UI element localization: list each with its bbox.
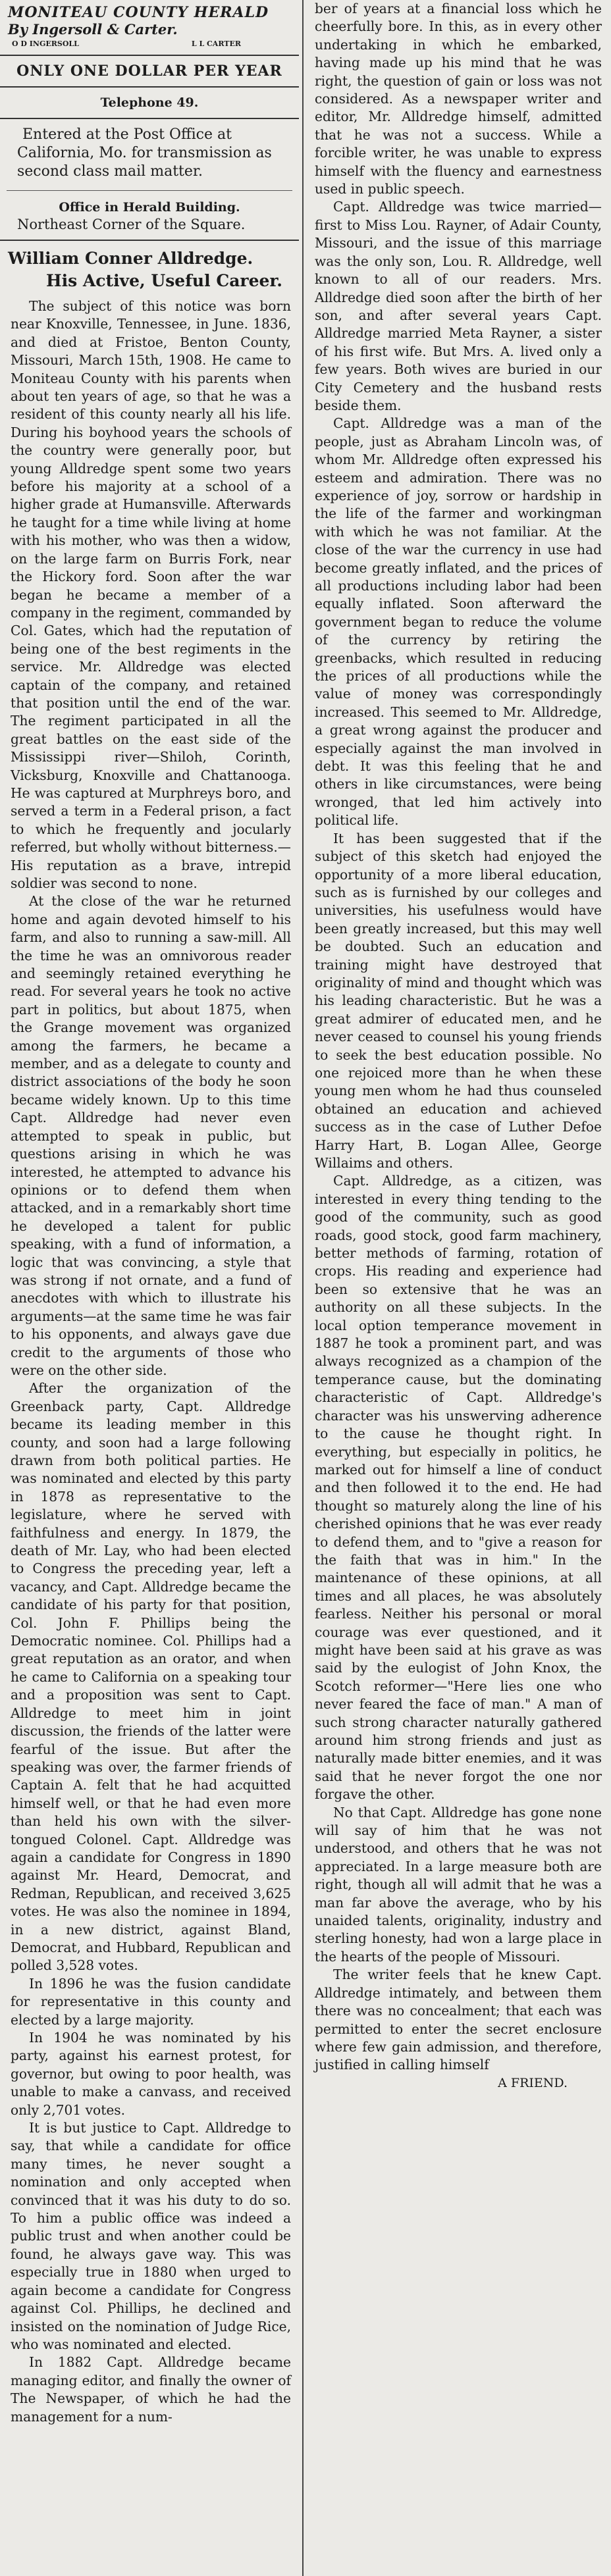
editor-right: L L CARTER: [191, 39, 241, 48]
paragraph: In 1882 Capt. Alldredge became managing editor, and finally the owner of The Newspaper, of which he had the management for a num-: [11, 2354, 291, 2425]
masthead-title: MONITEAU COUNTY HERALD: [8, 4, 269, 21]
masthead-publishers: By Ingersoll & Carter.: [8, 21, 178, 38]
article-body-left: [0, 297, 299, 2426]
paragraph: In 1896 he was the fusion candidate for representative in this county and elected by a large majority.: [11, 1975, 291, 2028]
paragraph: It is but justice to Capt. Alldredge to say, that while a candidate for office many times, he never sought a nomination and only accepted when convinced that it was his duty to do so. To him a public office was indeed a public trust and when another could be found, he always gave way. This was especially true in 1880 when urged to again become a candidate for Congress against Col. Phillips, he declined and insisted on the nomination of Judge Rice, who was nominated and elected.: [11, 2120, 291, 2352]
article-body-right: [307, 0, 607, 2074]
paragraph: Capt. Alldredge was twice married—first to Miss Lou. Rayner, of Adair County, Missouri, and the issue of this marriage was the only son, Lou. R. Alldredge, well known to all of our readers. Mrs. Alldredge died soon after the birth of her son, and after several years Capt. Alldredge married Meta Rayner, a sister of his first wife. But Mrs. A. lived only a few years. Both wives are buried in our City Cemetery and the husband rests beside them.: [315, 199, 602, 413]
divider: [0, 240, 299, 241]
paragraph: The subject of this notice was born near Knoxville, Tennessee, in June. 1836, and died at Fristoe, Benton County, Missouri, March 15th, 1908. He came to Moniteau County with his parents when about ten years of age, so that he was a resident of this county nearly all his life. During his boyhood years the schools of the country were generally poor, but young Alldredge spent some two years before his majority at a school of a higher grade at Humansville. Afterwards he taught for a time while living at home with his mother, who was then a widow, on the large farm on Burris Fork, near the Hickory ford. Soon after the war began he became a member of a company in the regiment, commanded by Col. Gates, which had the reputation of being one of the best regiments in the service. Mr. Alldredge was elected captain of the company, and retained that position until the end of the war. The regiment participated in all the great battles on the east side of the Mississippi river—Shiloh, Corinth, Vicksburg, Knoxville and Chattanooga. He was captured at Murphreys boro, and served a term in a Federal prison, a fact to which he frequently and jocularly referred, but wholly without bitterness.—His reputation as a brave, intrepid soldier was second to none.: [11, 298, 291, 891]
paragraph: After the organization of the Greenback party, Capt. Alldredge became its leading member in this county, and soon had a large following drawn from both political parties. He was nominated and elected by this party in 1878 as representative to the legislature, where he served with faithfulness and energy. In 1879, the death of Mr. Lay, who had been elected to Congress the preceding year, left a vacancy, and Capt. Alldredge became the candidate of his party for that position, Col. John F. Phillips being the Democratic nominee. Col. Phillips had a great reputation as an orator, and when he came to California on a speaking tour and a proposition was sent to Capt. Alldredge to meet him in joint discussion, the friends of the latter were fearful of the issue. But after the speaking was over, the farmer friends of Captain A. felt that he had acquitted himself well, or that he had even more than held his own with the silver-tongued Colonel. Capt. Alldredge was again a candidate for Congress in 1890 against Mr. Heard, Democrat, and Redman, Republican, and received 3,625 votes. He was also the nominee in 1894, in a new district, against Bland, Democrat, and Hubbard, Republican and polled 3,528 votes.: [11, 1380, 291, 1974]
divider: [7, 190, 292, 191]
paragraph: Capt. Alldredge, as a citizen, was interested in every thing tending to the good of the community, such as good roads, good stock, good farm machinery, better methods of farming, rotation of crops. His reading and experience had been so extensive that he was an authority on all these subjects. In the local option temperance movement in 1887 he took a prominent part, and was always recognized as a champion of the temperance cause, but the dominating characteristic of Capt. Alldredge's character was his unswerving adherence to the cause he thought right. In everything, but especially in politics, he marked out for himself a line of conduct and then followed it to the end. He had thought so maturely along the line of his cherished opinions that he was ever ready to defend them, and to "give a reason for the faith that was in him." In the maintenance of these opinions, at all times and all places, he was absolutely fearless. Neither his personal or moral courage was ever questioned, and it might have been said at his grave as was said by the eulogist of John Knox, the Scotch reformer—"Here lies one who never feared the face of man." A man of such strong character naturally gathered around him strong friends and just as naturally made bitter enemies, and it was said that he never forgot the one nor forgave the other.: [315, 1173, 602, 1803]
masthead-editors: [8, 38, 294, 49]
subscription-price: ONLY ONE DOLLAR PER YEAR: [16, 63, 282, 80]
divider: [0, 118, 299, 119]
column-rule: [302, 0, 304, 2576]
paragraph: At the close of the war he returned home and again devoted himself to his farm, and also to running a saw-mill. All the time he was an omnivorous reader and seemingly retained everything he read. For several years he took no active part in politics, but about 1875, when the Grange movement was organized among the farmers, he became a member, and as a delegate to county and district associations of the body he soon became widely known. Up to this time Capt. Alldredge had never even attempted to speak in public, but questions arising in which he was interested, he attempted to advance his opinions or to defend them when attacked, and in a remarkably short time he developed a talent for public speaking, with a fund of information, a logic that was convincing, a style that was strong if not ornate, and a fund of anecdotes with which to illustrate his arguments—at the same time he was fair to his opponents, and always gave due credit to the arguments of those who were on the other side.: [11, 893, 291, 1378]
postal-notice: Entered at the Post Office at California, Mo. for transmission as second class mail matter.: [17, 126, 272, 180]
left-column: [0, 0, 299, 2576]
telephone: Telephone 49.: [100, 95, 199, 110]
article-headline: William Conner Alldredge.: [8, 249, 253, 268]
article-subhead: His Active, Useful Career.: [46, 271, 282, 290]
masthead: [0, 0, 299, 52]
paragraph: Capt. Alldredge was a man of the people, just as Abraham Lincoln was, of whom Mr. Alldredge often expressed his esteem and admiration. There was no experience of joy, sorrow or hardship in the life of the farmer and workingman with which he was not familiar. At the close of the war the currency in use had become greatly inflated, and the prices of all productions including labor had been equally inflated. Soon afterward the government began to reduce the volume of the currency by retiring the greenbacks, which resulted in reducing the prices of all productions while the value of money was correspondingly increased. This seemed to Mr. Alldredge, a great wrong against the producer and especially against the man involved in debt. It was this feeling that he and others in like circumstances, were being wronged, that led him actively into political life.: [315, 415, 602, 829]
office-title: Office in Herald Building.: [59, 200, 240, 215]
right-column: [307, 0, 607, 2576]
editor-left: O D INGERSOLL: [12, 39, 79, 48]
divider: [0, 55, 299, 56]
article-signature: A FRIEND.: [498, 2075, 568, 2090]
divider: [0, 86, 299, 88]
paragraph: In 1904 he was nominated by his party, against his earnest protest, for governor, but owing to poor health, was unable to make a canvass, and received only 2,701 votes.: [11, 2030, 291, 2118]
office-location: Northeast Corner of the Square.: [17, 217, 246, 232]
paragraph: ber of years at a financial loss which he cheerfully bore. In this, as in every other undertaking in which he embarked, having made up his mind that he was right, the question of gain or loss was not considered. As a newspaper writer and editor, Mr. Alldredge himself, admitted that he was not a success. While a forcible writer, he was unable to express himself with the fluency and earnestness used in public speech.: [315, 1, 602, 197]
paragraph: The writer feels that he knew Capt. Alldredge intimately, and between them there was no concealment; that each was permitted to enter the secret enclosure where few gain admission, and therefore, justified in calling himself: [315, 1967, 602, 2073]
paragraph: It has been suggested that if the subject of this sketch had enjoyed the opportunity of a more liberal education, such as is furnished by our colleges and universities, his usefulness would have been greatly increased, but this may well be doubted. Such an education and training might have destroyed that originality of mind and thought which was his leading characteristic. But he was a great admirer of educated men, and he never ceased to counsel his young friends to seek the best education possible. No one rejoiced more than he when these young men whom he had thus counseled obtained an education and achieved success as in the case of Luther Defoe Harry Hart, B. Logan Allee, George Willaims and others.: [315, 830, 602, 1171]
paragraph: No that Capt. Alldredge has gone none will say of him that he was not understood, and others that he was not appreciated. In a large measure both are right, though all will admit that he was a man far above the average, who by his unaided talents, originality, industry and sterling honesty, had won a large place in the hearts of the people of Missouri.: [315, 1804, 602, 1965]
